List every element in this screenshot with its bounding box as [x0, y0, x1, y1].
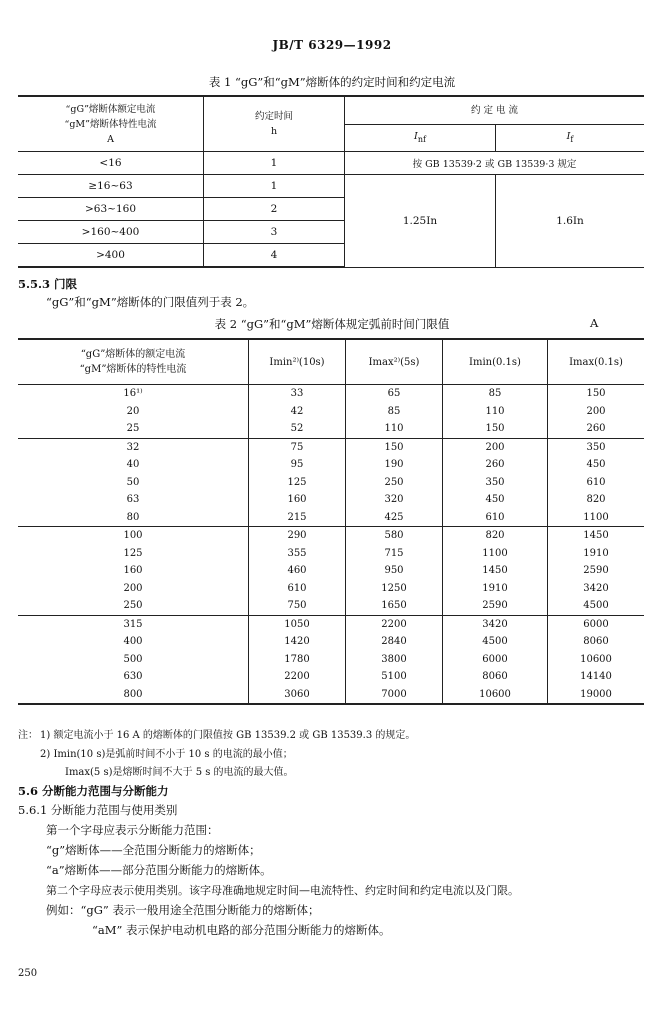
table-row [18, 686, 644, 705]
table1-caption: 表 1 “gG”和“gM”熔断体的约定时间和约定电流 [208, 75, 456, 89]
t1-current-cell: <16 [18, 152, 204, 175]
t2-value-cell: 1450 [548, 527, 645, 545]
t2-header-imin-01s: Imin(0.1s) [443, 339, 548, 385]
t2-value-cell: 1650 [346, 597, 443, 615]
table-row [18, 438, 644, 456]
t2-value-cell: 1910 [548, 545, 645, 563]
body-line: “g”熔断体——全范围分断能力的熔断体； [46, 843, 261, 857]
t2-value-cell: 715 [346, 545, 443, 563]
table-row [18, 562, 644, 580]
t1-inf-header: $I_{nf}$ [345, 124, 496, 151]
t2-value-cell: 260 [548, 420, 645, 438]
t2-current-cell: 500 [18, 651, 249, 669]
table-row [18, 385, 644, 403]
t1-inf-value: 1.25In [345, 175, 496, 268]
t2-current-cell: 25 [18, 420, 249, 438]
t2-header-imin-10s: Imin²⁾(10s) [249, 339, 346, 385]
table-row [18, 509, 644, 527]
t2-value-cell: 160 [249, 491, 346, 509]
t2-current-cell: 630 [18, 668, 249, 686]
table-row [18, 456, 644, 474]
t2-value-cell: 1450 [443, 562, 548, 580]
t2-value-cell: 290 [249, 527, 346, 545]
t2-value-cell: 3800 [346, 651, 443, 669]
t2-value-cell: 95 [249, 456, 346, 474]
t2-value-cell: 2590 [548, 562, 645, 580]
t1-current-cell: >400 [18, 244, 204, 268]
body-line: 例如：“gG” 表示一般用途全范围分断能力的熔断体； [46, 903, 320, 917]
t2-value-cell: 1050 [249, 615, 346, 633]
t2-current-cell: 20 [18, 403, 249, 421]
t2-value-cell: 7000 [346, 686, 443, 705]
t2-value-cell: 6000 [548, 615, 645, 633]
table2-caption: 表 2 “gG”和“gM”熔断体规定弧前时间门限值 [214, 317, 450, 331]
t2-value-cell: 355 [249, 545, 346, 563]
t2-value-cell: 42 [249, 403, 346, 421]
t2-header-imax-5s: Imax²⁾(5s) [346, 339, 443, 385]
t1-current-cell: >63~160 [18, 198, 204, 221]
t2-value-cell: 190 [346, 456, 443, 474]
table-row [18, 491, 644, 509]
t2-value-cell: 85 [443, 385, 548, 403]
t2-value-cell: 4500 [548, 597, 645, 615]
t2-value-cell: 820 [548, 491, 645, 509]
t2-value-cell: 460 [249, 562, 346, 580]
t1-time-cell: 3 [204, 221, 345, 244]
t2-value-cell: 1100 [548, 509, 645, 527]
t2-value-cell: 2590 [443, 597, 548, 615]
section-5-5-3-text: “gG”和“gM”熔断体的门限值列于表 2。 [46, 295, 255, 309]
t2-value-cell: 4500 [443, 633, 548, 651]
t2-value-cell: 3420 [548, 580, 645, 598]
table-row [18, 175, 644, 198]
table-1 [18, 95, 644, 268]
section-5-5-3-title: 5.5.3 门限 [18, 277, 78, 291]
notes-label: 注： [18, 730, 38, 741]
t2-value-cell: 1420 [249, 633, 346, 651]
t2-value-cell: 8060 [443, 668, 548, 686]
table-row [18, 420, 644, 438]
t2-value-cell: 610 [443, 509, 548, 527]
t2-value-cell: 450 [548, 456, 645, 474]
t2-value-cell: 52 [249, 420, 346, 438]
t2-value-cell: 5100 [346, 668, 443, 686]
t2-current-cell: 315 [18, 615, 249, 633]
t1-time-cell: 4 [204, 244, 345, 268]
table-row [18, 580, 644, 598]
table-row [18, 668, 644, 686]
t2-value-cell: 250 [346, 474, 443, 492]
t2-value-cell: 110 [346, 420, 443, 438]
t1-time-cell: 2 [204, 198, 345, 221]
note-1: 1) 额定电流小于 16 A 的熔断体的门限值按 GB 13539.2 或 GB 13539.3 的规定。 [40, 730, 416, 741]
t2-value-cell: 610 [249, 580, 346, 598]
t2-value-cell: 320 [346, 491, 443, 509]
t1-col2-header: 约定时间 h [204, 96, 345, 152]
t2-current-cell: 50 [18, 474, 249, 492]
t2-value-cell: 350 [443, 474, 548, 492]
table-2 [18, 338, 644, 705]
t2-value-cell: 2840 [346, 633, 443, 651]
t2-value-cell: 125 [249, 474, 346, 492]
page-number: 250 [18, 968, 38, 979]
t2-value-cell: 200 [548, 403, 645, 421]
t2-current-cell: 16¹⁾ [18, 385, 249, 403]
t2-value-cell: 1910 [443, 580, 548, 598]
t2-current-cell: 200 [18, 580, 249, 598]
table-row [18, 152, 644, 175]
body-line: 第二个字母应表示使用类别。该字母准确地规定时间—电流特性、约定时间和约定电流以及门限。 [46, 884, 519, 897]
t2-current-cell: 400 [18, 633, 249, 651]
t1-current-cell: ≥16~63 [18, 175, 204, 198]
t2-current-cell: 160 [18, 562, 249, 580]
t2-current-cell: 63 [18, 491, 249, 509]
t1-if-value: 1.6In [496, 175, 645, 268]
body-line: “aM” 表示保护电动机电路的部分范围分断能力的熔断体。 [92, 923, 391, 937]
t2-value-cell: 950 [346, 562, 443, 580]
t2-value-cell: 200 [443, 438, 548, 456]
t2-value-cell: 350 [548, 438, 645, 456]
section-5-6-title: 5.6 分断能力范围与分断能力 [18, 784, 169, 798]
t1-col3-header: 约 定 电 流 [345, 96, 645, 124]
table-row [18, 651, 644, 669]
t2-value-cell: 10600 [548, 651, 645, 669]
t2-value-cell: 3060 [249, 686, 346, 705]
t2-value-cell: 10600 [443, 686, 548, 705]
t2-current-cell: 800 [18, 686, 249, 705]
t2-value-cell: 150 [346, 438, 443, 456]
t2-value-cell: 3420 [443, 615, 548, 633]
t2-value-cell: 2200 [346, 615, 443, 633]
t2-value-cell: 1780 [249, 651, 346, 669]
t1-time-cell: 1 [204, 152, 345, 175]
t1-current-cell: >160~400 [18, 221, 204, 244]
t2-value-cell: 85 [346, 403, 443, 421]
table-row [18, 527, 644, 545]
t2-value-cell: 450 [443, 491, 548, 509]
t2-value-cell: 750 [249, 597, 346, 615]
t2-value-cell: 65 [346, 385, 443, 403]
t2-current-cell: 40 [18, 456, 249, 474]
t2-value-cell: 14140 [548, 668, 645, 686]
t2-value-cell: 19000 [548, 686, 645, 705]
t2-value-cell: 75 [249, 438, 346, 456]
table-row [18, 597, 644, 615]
t1-col1-header: “gG”熔断体额定电流 “gM”熔断体特性电流 A [18, 96, 204, 152]
table-row [18, 615, 644, 633]
t2-current-cell: 250 [18, 597, 249, 615]
t2-current-cell: 100 [18, 527, 249, 545]
note-2: 2) Imin(10 s)是弧前时间不小于 10 s 的电流的最小值； [40, 749, 293, 760]
t2-value-cell: 1250 [346, 580, 443, 598]
table-row [18, 474, 644, 492]
t2-value-cell: 33 [249, 385, 346, 403]
t2-col1-header: “gG”熔断体的额定电流 “gM”熔断体的特性电流 [18, 339, 249, 385]
t1-note-cell: 按 GB 13539·2 或 GB 13539·3 规定 [345, 152, 645, 175]
t2-value-cell: 215 [249, 509, 346, 527]
t2-value-cell: 6000 [443, 651, 548, 669]
table-row [18, 545, 644, 563]
table-row [18, 403, 644, 421]
document-header: JB/T 6329—1992 [272, 38, 392, 52]
t1-if-header: $I_f$ [496, 124, 645, 151]
t2-value-cell: 110 [443, 403, 548, 421]
t2-value-cell: 150 [443, 420, 548, 438]
t2-value-cell: 150 [548, 385, 645, 403]
table2-unit: A [590, 316, 599, 330]
t2-value-cell: 260 [443, 456, 548, 474]
t2-value-cell: 1100 [443, 545, 548, 563]
t2-value-cell: 580 [346, 527, 443, 545]
t2-value-cell: 610 [548, 474, 645, 492]
t2-header-imax-01s: Imax(0.1s) [548, 339, 645, 385]
t2-current-cell: 125 [18, 545, 249, 563]
t2-current-cell: 80 [18, 509, 249, 527]
body-line: “a”熔断体——部分范围分断能力的熔断体。 [46, 863, 272, 877]
t2-current-cell: 32 [18, 438, 249, 456]
t2-value-cell: 425 [346, 509, 443, 527]
section-5-6-1-title: 5.6.1 分断能力范围与使用类别 [18, 803, 178, 817]
t2-value-cell: 8060 [548, 633, 645, 651]
body-line: 第一个字母应表示分断能力范围： [46, 823, 219, 837]
t2-value-cell: 2200 [249, 668, 346, 686]
table-row [18, 633, 644, 651]
note-3: Imax(5 s)是熔断时间不大于 5 s 的电流的最大值。 [65, 767, 294, 778]
t2-value-cell: 820 [443, 527, 548, 545]
t1-time-cell: 1 [204, 175, 345, 198]
